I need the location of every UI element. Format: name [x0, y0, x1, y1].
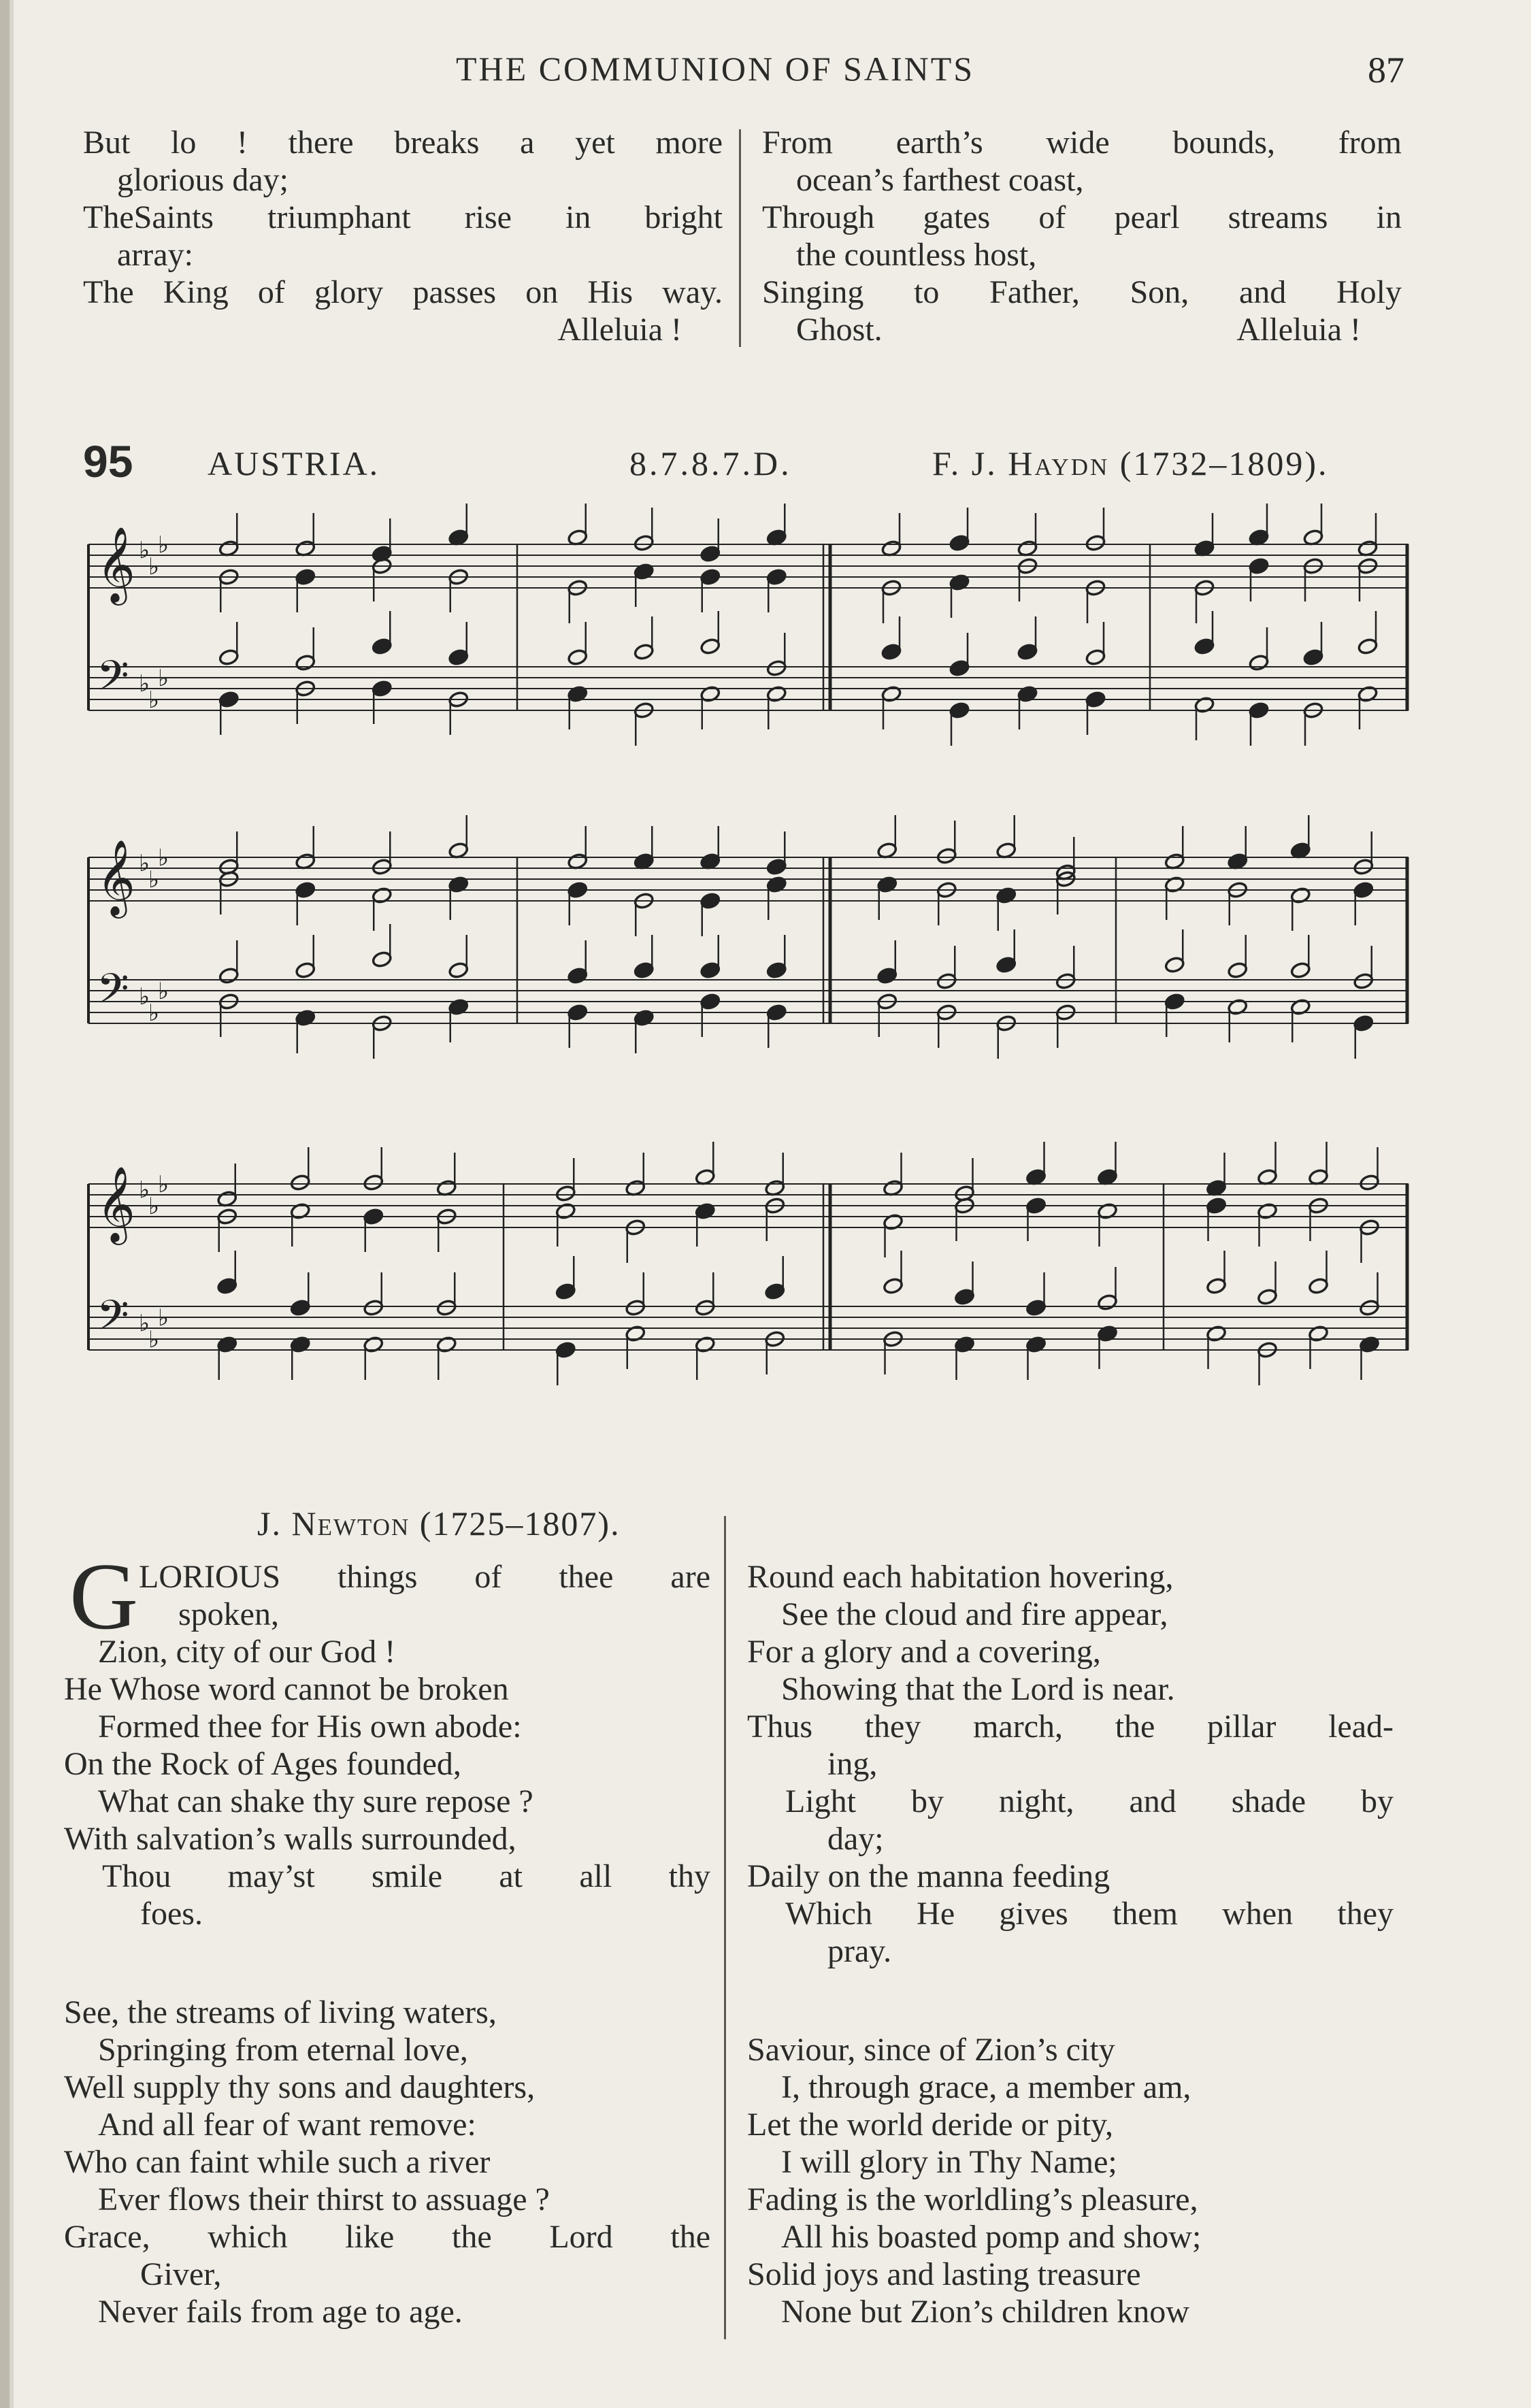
note-head [372, 858, 393, 876]
note-head [295, 654, 316, 672]
note-head [1025, 1336, 1047, 1353]
note-head [936, 972, 957, 990]
note-head [954, 1288, 975, 1306]
flat-sign: ♭ [158, 1171, 169, 1198]
column-divider [739, 129, 741, 347]
note-head [1164, 956, 1185, 974]
note-head [766, 961, 787, 979]
note-head [567, 1004, 588, 1021]
note-head [699, 568, 721, 586]
verse-line: Grace, which like the Lord the [64, 2219, 710, 2255]
note-head [1055, 972, 1076, 990]
note-head [633, 534, 655, 552]
note-head [1249, 654, 1270, 672]
note-head [1353, 972, 1374, 990]
note-head [1290, 998, 1311, 1016]
running-title: THE COMMUNION OF SAINTS [456, 50, 975, 88]
note-head [216, 1336, 237, 1353]
note-head [1227, 961, 1248, 979]
note-head [218, 691, 240, 708]
note-head [766, 1004, 787, 1021]
page-header [0, 49, 1531, 97]
tune-name: AUSTRIA. [208, 444, 380, 482]
note-head [1257, 1202, 1278, 1220]
note-head [633, 643, 655, 661]
note-head [633, 563, 655, 580]
verse-line: See the cloud and fire appear, [781, 1596, 1168, 1632]
flat-sign: ♭ [158, 531, 169, 559]
treble-clef: 𝄞 [97, 839, 135, 915]
verse-line: The King of glory passes on His way. [83, 274, 723, 310]
treble-clef: 𝄞 [97, 1166, 135, 1242]
note-head [1308, 1325, 1329, 1342]
note-head [1227, 998, 1248, 1016]
hymn-author: J. Newton (1725–1807). [257, 1504, 621, 1543]
verse-line: Round each habitation hovering, [747, 1559, 1174, 1595]
note-head [567, 648, 588, 666]
verse-line: Light by night, and shade by [785, 1783, 1394, 1819]
note-head [954, 1336, 975, 1353]
note-head [1025, 1197, 1047, 1215]
verse-line: Let the world deride or pity, [747, 2107, 1114, 2143]
note-head [567, 967, 588, 985]
note-head [216, 1277, 237, 1295]
verse-line: From earth’s wide bounds, from [762, 125, 1402, 161]
verse-line: ocean’s farthest coast, [796, 162, 1084, 198]
note-head [295, 881, 316, 899]
note-head [1359, 1299, 1380, 1317]
note-head [881, 685, 902, 703]
page-binding-shadow [10, 0, 14, 2408]
verse-line: spoken, [178, 1596, 279, 1632]
verse-line: pray. [827, 1933, 892, 1969]
note-head [295, 961, 316, 979]
note-head [1303, 648, 1324, 666]
note-head [766, 685, 787, 703]
hymn-number: 95 [83, 436, 133, 486]
music-score [82, 504, 1415, 1470]
note-head [699, 545, 721, 563]
verse-line: He Whose word cannot be broken [64, 1671, 509, 1707]
drop-cap: G [69, 1544, 139, 1649]
note-head [1290, 961, 1311, 979]
bass-clef: 𝄢 [97, 965, 129, 1023]
note-head [1097, 1293, 1118, 1311]
note-head [699, 638, 721, 655]
flat-sign: ♭ [139, 1310, 150, 1337]
note-head [633, 961, 655, 979]
note-head [363, 1336, 384, 1353]
note-head [1017, 643, 1038, 661]
note-head [363, 1208, 384, 1225]
note-head [625, 1299, 646, 1317]
verse-line: Zion, city of our God ! [98, 1634, 396, 1670]
note-head [1194, 696, 1215, 714]
note-head [695, 1202, 716, 1220]
bass-clef: 𝄢 [97, 652, 129, 710]
note-head [766, 659, 787, 677]
note-head [625, 1325, 646, 1342]
verse-line: On the Rock of Ages founded, [64, 1746, 461, 1782]
note-head [949, 534, 970, 552]
note-head [555, 1185, 576, 1202]
verse-line: Solid joys and lasting treasure [747, 2256, 1141, 2292]
note-head [372, 887, 393, 904]
note-head [555, 1283, 576, 1300]
note-head [766, 568, 787, 586]
verse-line: Ever flows their thirst to assuage ? [98, 2181, 550, 2217]
page-number: 87 [1368, 50, 1404, 90]
flat-sign: ♭ [139, 670, 150, 697]
verse-line: the countless host, [796, 237, 1037, 273]
stanza-2 [747, 1558, 1394, 1970]
page-binding-edge [0, 0, 10, 2408]
verse-line: Thou may’st smile at all thy [102, 1858, 710, 1894]
note-head [949, 574, 970, 591]
note-head [1353, 858, 1374, 876]
note-head [766, 858, 787, 876]
note-head [876, 876, 898, 893]
verse-line: See, the streams of living waters, [64, 1994, 497, 2030]
note-head [1357, 638, 1379, 655]
note-head [1257, 1288, 1278, 1306]
verse-line: All his boasted pomp and show; [781, 2219, 1202, 2255]
verse-line: Saviour, since of Zion’s city [747, 2032, 1115, 2068]
alleluia: Alleluia ! [557, 312, 682, 348]
note-head [1206, 1277, 1227, 1295]
note-head [218, 967, 240, 985]
verse-line: But lo ! there breaks a yet more [83, 125, 723, 161]
verse-line: day; [827, 1821, 884, 1857]
hymn-heading [0, 435, 1531, 490]
verse-line: foes. [140, 1896, 203, 1932]
verse-line: Which He gives them when they [785, 1896, 1394, 1932]
verse-line: Springing from eternal love, [98, 2032, 468, 2068]
note-head [699, 961, 721, 979]
verse-line: LORIOUS things of thee are [139, 1559, 710, 1595]
note-head [1353, 1015, 1374, 1032]
note-head [363, 1299, 384, 1317]
stanza-3 [64, 1994, 710, 2330]
note-head [555, 1341, 576, 1359]
note-head [1206, 1197, 1227, 1215]
note-head [876, 967, 898, 985]
verse-line: Singing to Father, Son, and Holy [762, 274, 1402, 310]
note-head [290, 1336, 311, 1353]
note-head [1085, 534, 1106, 552]
note-head [1206, 1325, 1227, 1342]
note-head [766, 876, 787, 893]
note-head [883, 1213, 904, 1231]
note-head [295, 568, 316, 586]
note-head [1290, 887, 1311, 904]
verse-line: None but Zion’s children know [781, 2294, 1189, 2330]
note-head [1359, 1336, 1380, 1353]
note-head [290, 1202, 311, 1220]
prev-hymn-right-column [762, 124, 1402, 348]
flat-sign: ♭ [148, 866, 160, 893]
note-head [372, 638, 393, 655]
note-head [699, 993, 721, 1010]
note-head [1353, 881, 1374, 899]
note-head [290, 1299, 311, 1317]
note-head [699, 892, 721, 910]
note-head [448, 648, 469, 666]
note-head [1085, 648, 1106, 666]
verse-line: With salvation’s walls surrounded, [64, 1821, 516, 1857]
note-head [1017, 685, 1038, 703]
note-head [633, 1009, 655, 1027]
flat-sign: ♭ [139, 983, 150, 1010]
note-head [372, 680, 393, 697]
note-head [1085, 691, 1106, 708]
verse-line: Through gates of pearl streams in [762, 199, 1402, 235]
flat-sign: ♭ [158, 978, 169, 1005]
flat-sign: ♭ [139, 1176, 150, 1204]
note-head [995, 956, 1017, 974]
verse-line: I, through grace, a member am, [781, 2069, 1191, 2105]
note-head [699, 685, 721, 703]
verse-line: Well supply thy sons and daughters, [64, 2069, 536, 2105]
note-head [764, 1283, 785, 1300]
note-head [1097, 1325, 1118, 1342]
note-head [1164, 993, 1185, 1010]
note-head [567, 685, 588, 703]
column-divider [724, 1516, 726, 2339]
flat-sign: ♭ [139, 850, 150, 877]
note-head [883, 1277, 904, 1295]
verse-line: Daily on the manna feeding [747, 1858, 1110, 1894]
flat-sign: ♭ [148, 687, 160, 714]
note-head [1025, 1299, 1047, 1317]
verse-line: Showing that the Lord is near. [781, 1671, 1175, 1707]
note-head [218, 648, 240, 666]
verse-line: Who can faint while such a river [64, 2144, 491, 2180]
prev-hymn-left-column [83, 124, 723, 348]
flat-sign: ♭ [158, 665, 169, 692]
verse-line: Never fails from age to age. [98, 2294, 463, 2330]
note-head [949, 659, 970, 677]
verse-line: Giver, [140, 2256, 222, 2292]
verse-line: And all fear of want remove: [98, 2107, 476, 2143]
composer: F. J. Haydn (1732–1809). [932, 444, 1329, 482]
verse-line: Fading is the worldling’s pleasure, [747, 2181, 1198, 2217]
alleluia: Alleluia ! [1236, 312, 1361, 348]
note-head [1097, 1202, 1118, 1220]
flat-sign: ♭ [148, 1193, 160, 1220]
verse-word: Ghost. [796, 312, 883, 348]
note-head [1249, 702, 1270, 719]
note-head [555, 1202, 576, 1220]
note-head [448, 961, 469, 979]
note-head [936, 847, 957, 865]
note-head [949, 702, 970, 719]
flat-sign: ♭ [158, 1304, 169, 1332]
flat-sign: ♭ [148, 553, 160, 580]
note-head [363, 1174, 384, 1191]
stanza-4 [747, 2031, 1394, 2330]
verse-line: I will glory in Thy Name; [781, 2144, 1117, 2180]
note-head [448, 998, 469, 1016]
note-head [436, 1299, 457, 1317]
flat-sign: ♭ [139, 537, 150, 564]
flat-sign: ♭ [148, 1326, 160, 1353]
note-head [1359, 1174, 1380, 1191]
note-head [295, 1009, 316, 1027]
verse-line: For a glory and a covering, [747, 1634, 1101, 1670]
meter: 8.7.8.7.D. [629, 444, 792, 482]
note-head [372, 951, 393, 968]
bass-clef: 𝄢 [97, 1291, 129, 1350]
flat-sign: ♭ [158, 844, 169, 872]
verse-line: glorious day; [117, 162, 289, 198]
flat-sign: ♭ [148, 1000, 160, 1027]
note-head [1194, 638, 1215, 655]
note-head [436, 1336, 457, 1353]
note-head [1164, 876, 1185, 893]
verse-line [762, 311, 1402, 348]
note-head [695, 1336, 716, 1353]
note-head [881, 643, 902, 661]
treble-clef: 𝄞 [97, 526, 135, 602]
stanza-1 [64, 1558, 710, 1932]
note-head [995, 887, 1017, 904]
note-head [567, 881, 588, 899]
verse-line: Thus they march, the pillar lead- [747, 1709, 1394, 1745]
note-head [1308, 1277, 1329, 1295]
verse-line: array: [117, 237, 193, 273]
verse-line: ing, [827, 1746, 878, 1782]
note-head [1357, 685, 1379, 703]
verse-line: Formed thee for His own abode: [98, 1709, 522, 1745]
verse-line: What can shake thy sure repose ? [98, 1783, 533, 1819]
note-head [1249, 557, 1270, 575]
note-head [448, 876, 469, 893]
note-head [695, 1299, 716, 1317]
note-head [290, 1174, 311, 1191]
verse-line: TheSaints triumphant rise in bright [83, 199, 723, 235]
